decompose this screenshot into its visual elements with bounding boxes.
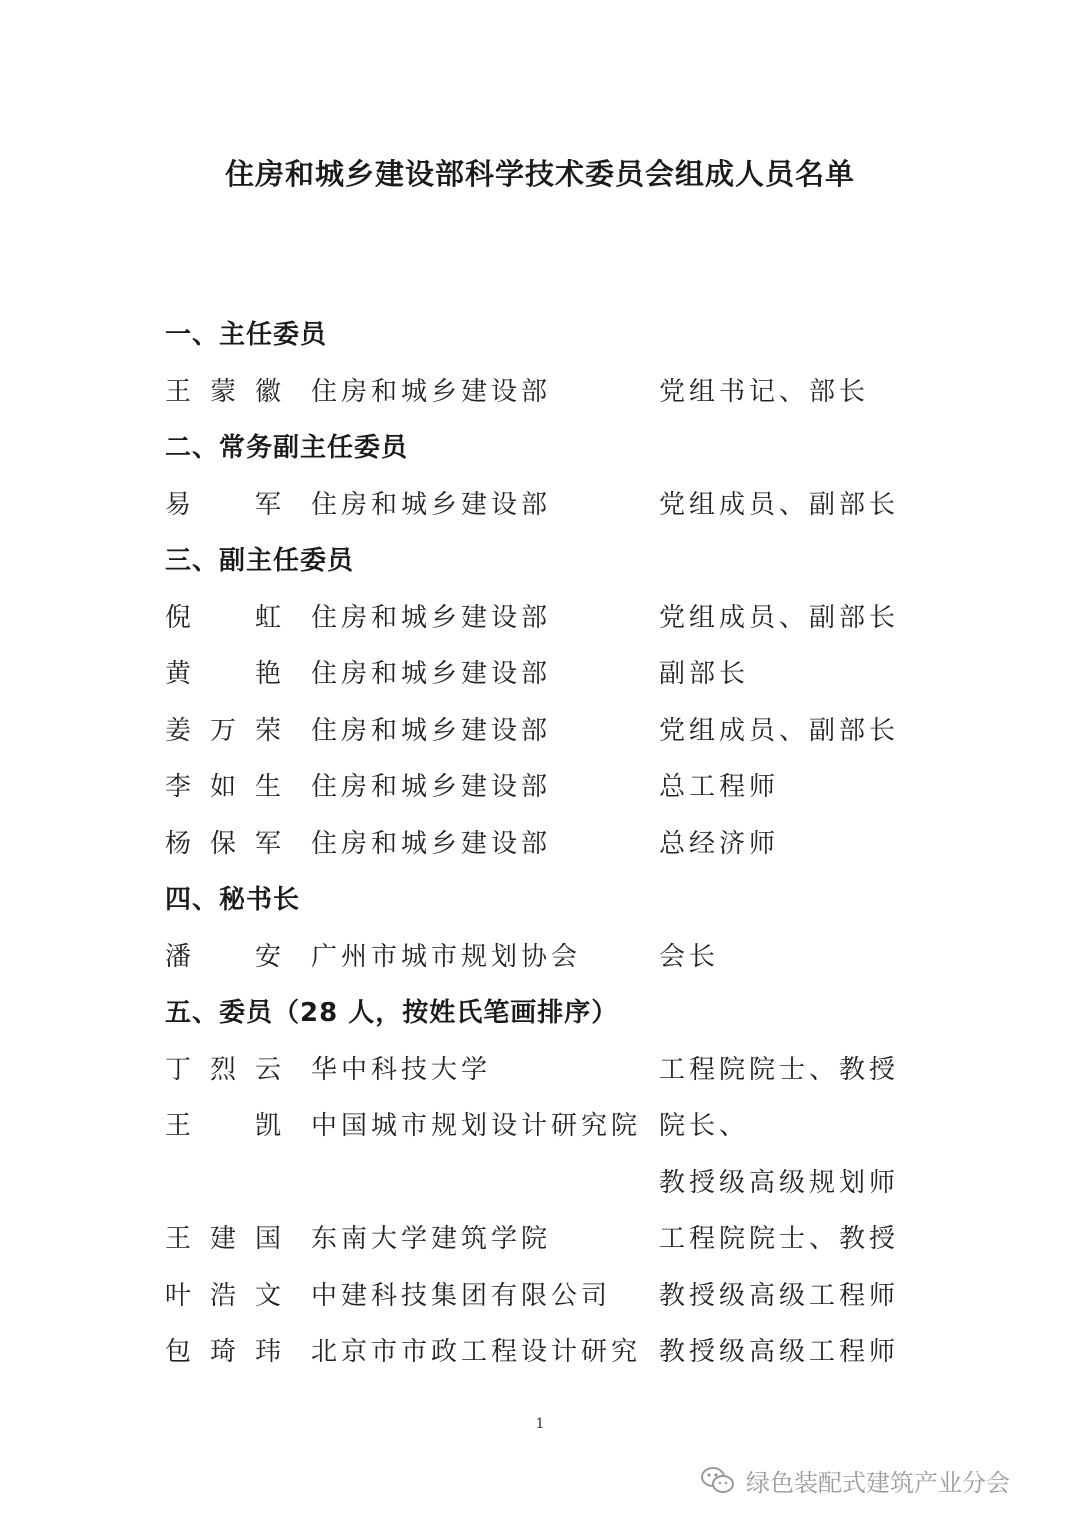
member-row: [165, 703, 925, 760]
member-name: 王 凯: [165, 1111, 285, 1141]
section-heading: 四、秘书长: [165, 885, 301, 915]
wechat-icon: [700, 1465, 736, 1495]
member-organization: 住房和城乡建设部: [311, 376, 552, 407]
member-position: 教授级高级工程师: [659, 1337, 900, 1367]
member-name: 包琦玮: [165, 1337, 285, 1367]
member-organization: 中国城市规划设计研究院: [311, 1111, 642, 1141]
member-name: 倪 虹: [165, 602, 285, 633]
member-organization: 住房和城乡建设部: [311, 772, 552, 802]
member-row: [165, 477, 925, 534]
member-position: 教授级高级规划师: [659, 1167, 900, 1198]
member-position: 总经济师: [659, 828, 780, 859]
member-position: 总工程师: [659, 772, 780, 802]
member-name: 王蒙徽: [165, 376, 285, 407]
member-position: 院长、: [659, 1111, 750, 1141]
document-title: 住房和城乡建设部科学技术委员会组成人员名单: [224, 157, 855, 191]
member-row: [165, 816, 925, 873]
member-position: 会长: [659, 941, 720, 972]
member-position: 党组成员、副部长: [659, 715, 900, 746]
member-name: 李如生: [165, 772, 285, 802]
member-row: [165, 929, 925, 986]
member-name: 叶浩文: [165, 1280, 285, 1311]
member-position: 工程院院士、教授: [659, 1224, 900, 1254]
member-name: 潘 安: [165, 941, 285, 972]
member-position: 党组成员、副部长: [659, 602, 900, 633]
member-organization: 广州市城市规划协会: [311, 941, 582, 972]
section-heading: 二、常务副主任委员: [165, 433, 409, 463]
member-position: 教授级高级工程师: [659, 1280, 900, 1311]
section-heading: 三、副主任委员: [165, 546, 355, 576]
member-name: 黄 艳: [165, 659, 285, 689]
member-row: [165, 1042, 925, 1099]
member-organization: 北京市市政工程设计研究: [311, 1337, 642, 1367]
member-row: [165, 646, 925, 703]
member-position: 党组成员、副部长: [659, 489, 900, 520]
member-position: 党组书记、部长: [659, 376, 870, 407]
member-organization: 中建科技集团有限公司: [311, 1280, 612, 1311]
member-name: 易 军: [165, 489, 285, 520]
member-name: 丁烈云: [165, 1054, 285, 1085]
member-organization: 住房和城乡建设部: [311, 602, 552, 633]
member-name: 王建国: [165, 1224, 285, 1254]
member-row: [165, 759, 925, 816]
member-row: [165, 1324, 925, 1381]
member-name: 姜万荣: [165, 715, 285, 746]
member-row: [165, 1155, 925, 1212]
watermark-text: 绿色装配式建筑产业分会: [746, 1468, 1010, 1497]
member-organization: 住房和城乡建设部: [311, 715, 552, 746]
watermark: [700, 1460, 1010, 1500]
member-name: 杨保军: [165, 828, 285, 859]
member-organization: 住房和城乡建设部: [311, 659, 552, 689]
member-organization: 华中科技大学: [311, 1054, 492, 1085]
member-organization: 东南大学建筑学院: [311, 1224, 552, 1254]
section-heading: 一、主任委员: [165, 320, 328, 350]
section-heading: 五、委员（28 人，按姓氏笔画排序）: [165, 998, 619, 1028]
member-row: [165, 1268, 925, 1325]
member-organization: 住房和城乡建设部: [311, 828, 552, 859]
member-row: [165, 590, 925, 647]
member-row: [165, 1098, 925, 1155]
page-number: 1: [535, 1416, 545, 1432]
member-row: [165, 1211, 925, 1268]
member-position: 工程院院士、教授: [659, 1054, 900, 1085]
member-row: [165, 364, 925, 421]
member-organization: 住房和城乡建设部: [311, 489, 552, 520]
member-list: [165, 307, 925, 1381]
member-position: 副部长: [659, 659, 750, 689]
